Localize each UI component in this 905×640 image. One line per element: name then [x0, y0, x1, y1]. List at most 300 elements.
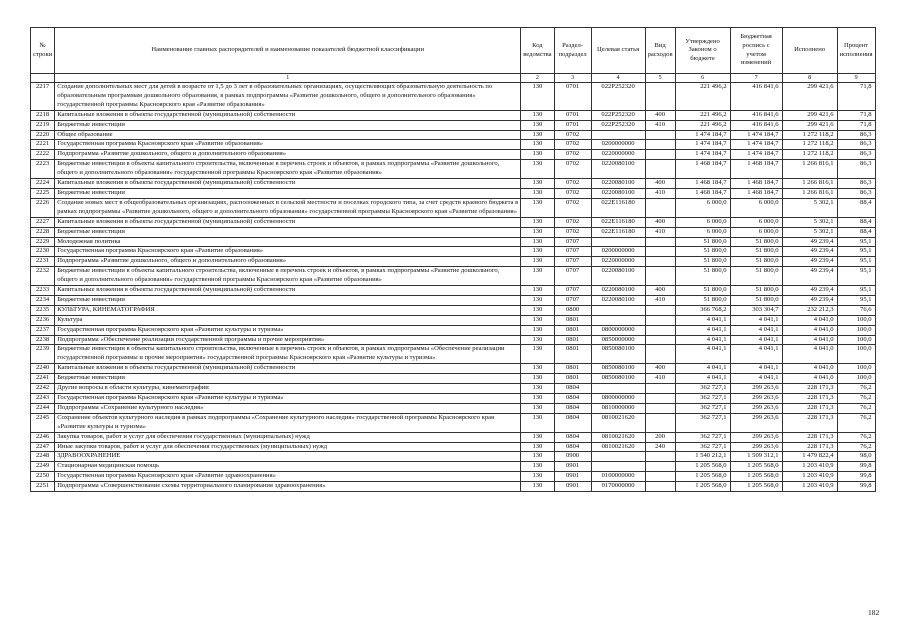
expense-type [645, 345, 675, 364]
table-row [31, 160, 876, 179]
row-number: 2218 [31, 110, 55, 120]
approved-amount: 1 468 184,7 [675, 160, 730, 179]
executed-amount: 4 041,0 [782, 325, 837, 335]
percent-executed: 98,0 [837, 452, 875, 462]
row-number: 2235 [31, 305, 55, 315]
target-article: 0220080100 [591, 295, 645, 305]
row-number: 2241 [31, 374, 55, 384]
section-code: 0804 [554, 413, 591, 432]
expense-type [645, 160, 675, 179]
section-code: 0804 [554, 403, 591, 413]
department-code: 130 [521, 295, 554, 305]
executed-amount: 299 421,6 [782, 83, 837, 111]
approved-amount: 1 468 184,7 [675, 188, 730, 198]
section-code: 0707 [554, 247, 591, 257]
budget-amount: 51 800,0 [730, 247, 782, 257]
row-name: Создание дополнительных мест для детей в возрасте от 1,5 до 3 лет в образовательных организациях, осуществляющих образовательную деятельность по образовательным программам дошкольного образования, в рамках подпрограммы «Развитие дошкольного, общего и дополнительного образования» государственной программы Красноярского края «Развитие образования» [55, 83, 521, 111]
table-body [31, 83, 876, 492]
header-budget-list: Бюджетная роспись с учетом изменений [730, 28, 782, 74]
budget-amount: 1 205 568,0 [730, 462, 782, 472]
row-name: Бюджетные инвестиции в объекты капитального строительства, включенные в перечень строек и объектов, в рамках подпрограммы «Обеспечение реализации государственной программы и прочие мероприятия» государственной программы Красноярского края «Развитие культуры и туризма» [55, 345, 521, 364]
page-number: 182 [868, 608, 880, 617]
executed-amount: 4 041,0 [782, 364, 837, 374]
percent-executed: 86,3 [837, 140, 875, 150]
executed-amount: 1 272 118,2 [782, 150, 837, 160]
executed-amount: 228 171,3 [782, 394, 837, 404]
row-number: 2247 [31, 442, 55, 452]
budget-amount: 4 041,1 [730, 315, 782, 325]
department-code: 130 [521, 305, 554, 315]
section-code: 0707 [554, 295, 591, 305]
target-article: 0220080100 [591, 179, 645, 189]
table-row [31, 130, 876, 140]
row-name: Другие вопросы в области культуры, кинематографии [55, 384, 521, 394]
header-target-article: Целевая статья [591, 28, 645, 74]
approved-amount: 4 041,1 [675, 325, 730, 335]
approved-amount: 366 768,2 [675, 305, 730, 315]
table-row [31, 462, 876, 472]
budget-amount: 51 800,0 [730, 286, 782, 296]
department-code: 130 [521, 335, 554, 345]
target-article: 022P252320 [591, 83, 645, 111]
executed-amount: 1 203 410,9 [782, 472, 837, 482]
header-name: Наименование главных распорядителей и наименование показателей бюджетной классификации [55, 28, 521, 74]
budget-amount: 1 205 568,0 [730, 482, 782, 492]
approved-amount: 51 800,0 [675, 295, 730, 305]
table-row [31, 374, 876, 384]
target-article: 0220000000 [591, 150, 645, 160]
budget-amount: 299 263,6 [730, 394, 782, 404]
expense-type: 400 [645, 364, 675, 374]
target-article: 0800000000 [591, 394, 645, 404]
row-number: 2250 [31, 472, 55, 482]
row-number: 2246 [31, 432, 55, 442]
expense-type [645, 83, 675, 111]
percent-executed: 100,0 [837, 364, 875, 374]
expense-type [645, 394, 675, 404]
executed-amount: 1 203 410,9 [782, 482, 837, 492]
row-name: Государственная программа Красноярского края «Развитие здравоохранения» [55, 472, 521, 482]
section-code: 0702 [554, 188, 591, 198]
expense-type [645, 305, 675, 315]
row-name: Культура [55, 315, 521, 325]
table-row [31, 217, 876, 227]
row-number: 2248 [31, 452, 55, 462]
expense-type: 400 [645, 110, 675, 120]
target-article: 0220000000 [591, 257, 645, 267]
executed-amount: 228 171,3 [782, 384, 837, 394]
department-code: 130 [521, 110, 554, 120]
target-article: 0810021620 [591, 413, 645, 432]
percent-executed: 95,1 [837, 247, 875, 257]
executed-amount: 1 272 118,2 [782, 140, 837, 150]
section-code: 0804 [554, 384, 591, 394]
header-section: Раздел-подраздел [554, 28, 591, 74]
column-number [31, 74, 55, 83]
executed-amount: 49 239,4 [782, 295, 837, 305]
expense-type [645, 335, 675, 345]
target-article [591, 305, 645, 315]
percent-executed: 86,3 [837, 130, 875, 140]
table-row [31, 227, 876, 237]
approved-amount: 4 041,1 [675, 374, 730, 384]
section-code: 0804 [554, 432, 591, 442]
approved-amount: 1 468 184,7 [675, 179, 730, 189]
row-name: Капитальные вложения в объекты государственной (муниципальной) собственности [55, 286, 521, 296]
expense-type [645, 325, 675, 335]
budget-amount: 51 800,0 [730, 257, 782, 267]
approved-amount: 1 205 568,0 [675, 472, 730, 482]
department-code: 130 [521, 472, 554, 482]
row-name: Бюджетные инвестиции в объекты капитального строительства, включенные в перечень строек и объектов, в рамках подпрограммы «Развитие дошкольного, общего и дополнительного образования» государственной программы Красноярского края «Развитие образования» [55, 160, 521, 179]
budget-amount: 51 800,0 [730, 237, 782, 247]
percent-executed: 100,0 [837, 335, 875, 345]
percent-executed: 76,2 [837, 413, 875, 432]
row-number: 2225 [31, 188, 55, 198]
target-article [591, 237, 645, 247]
department-code: 130 [521, 384, 554, 394]
percent-executed: 88,4 [837, 198, 875, 217]
percent-executed: 71,8 [837, 83, 875, 111]
column-number: 7 [730, 74, 782, 83]
row-name: Бюджетные инвестиции [55, 374, 521, 384]
header-department-code: Код ведомства [521, 28, 554, 74]
expense-type [645, 384, 675, 394]
target-article: 0220080100 [591, 160, 645, 179]
department-code: 130 [521, 452, 554, 462]
percent-executed: 99,8 [837, 462, 875, 472]
executed-amount: 299 421,6 [782, 120, 837, 130]
row-number: 2224 [31, 179, 55, 189]
row-number: 2230 [31, 247, 55, 257]
section-code: 0800 [554, 305, 591, 315]
expense-type: 240 [645, 442, 675, 452]
budget-amount: 6 000,0 [730, 217, 782, 227]
department-code: 130 [521, 325, 554, 335]
column-numbers-row [31, 74, 876, 83]
target-article: 0810021620 [591, 442, 645, 452]
budget-table-sheet [30, 27, 876, 492]
row-number: 2249 [31, 462, 55, 472]
approved-amount: 1 474 184,7 [675, 130, 730, 140]
row-number: 2242 [31, 384, 55, 394]
row-name: Сохранение объектов культурного наследия в рамках подпрограммы «Сохранение культурного наследия» государственной программы Красноярского края «Развитие культуры и туризма» [55, 413, 521, 432]
target-article: 0220080100 [591, 267, 645, 286]
column-number: 8 [782, 74, 837, 83]
row-number: 2245 [31, 413, 55, 432]
table-row [31, 83, 876, 111]
row-number: 2222 [31, 150, 55, 160]
percent-executed: 76,2 [837, 394, 875, 404]
row-name: Подпрограмма «Сохранение культурного наследия» [55, 403, 521, 413]
executed-amount: 49 239,4 [782, 286, 837, 296]
budget-amount: 1 205 568,0 [730, 472, 782, 482]
approved-amount: 51 800,0 [675, 267, 730, 286]
section-code: 0801 [554, 315, 591, 325]
row-name: Капитальные вложения в объекты государственной (муниципальной) собственности [55, 364, 521, 374]
section-code: 0701 [554, 120, 591, 130]
row-number: 2223 [31, 160, 55, 179]
approved-amount: 221 496,2 [675, 120, 730, 130]
department-code: 130 [521, 247, 554, 257]
approved-amount: 6 000,0 [675, 217, 730, 227]
target-article: 0200000000 [591, 247, 645, 257]
percent-executed: 86,3 [837, 179, 875, 189]
table-row [31, 472, 876, 482]
row-name: Подпрограмма «Развитие дошкольного, общего и дополнительного образования» [55, 150, 521, 160]
budget-table [30, 27, 876, 492]
row-name: Капитальные вложения в объекты государственной (муниципальной) собственности [55, 179, 521, 189]
row-name: Бюджетные инвестиции [55, 227, 521, 237]
budget-amount: 416 841,6 [730, 110, 782, 120]
table-row [31, 384, 876, 394]
executed-amount: 4 041,0 [782, 374, 837, 384]
expense-type: 410 [645, 227, 675, 237]
expense-type: 400 [645, 217, 675, 227]
section-code: 0702 [554, 140, 591, 150]
row-name: Бюджетные инвестиции [55, 188, 521, 198]
percent-executed: 100,0 [837, 374, 875, 384]
row-name: Государственная программа Красноярского края «Развитие образования» [55, 140, 521, 150]
percent-executed: 76,6 [837, 305, 875, 315]
executed-amount: 49 239,4 [782, 247, 837, 257]
table-row [31, 482, 876, 492]
expense-type [645, 472, 675, 482]
budget-amount: 299 263,6 [730, 413, 782, 432]
percent-executed: 76,2 [837, 384, 875, 394]
percent-executed: 88,4 [837, 217, 875, 227]
department-code: 130 [521, 345, 554, 364]
executed-amount: 1 266 816,1 [782, 188, 837, 198]
approved-amount: 362 727,1 [675, 394, 730, 404]
row-name: Государственная программа Красноярского края «Развитие культуры и туризма» [55, 394, 521, 404]
table-row [31, 140, 876, 150]
expense-type: 410 [645, 374, 675, 384]
header-expense-type: Вид расходов [645, 28, 675, 74]
percent-executed: 99,8 [837, 472, 875, 482]
expense-type [645, 403, 675, 413]
section-code: 0707 [554, 286, 591, 296]
budget-amount: 299 263,6 [730, 384, 782, 394]
row-number: 2233 [31, 286, 55, 296]
section-code: 0901 [554, 482, 591, 492]
section-code: 0707 [554, 237, 591, 247]
percent-executed: 71,8 [837, 120, 875, 130]
section-code: 0901 [554, 462, 591, 472]
section-code: 0702 [554, 150, 591, 160]
row-name: Подпрограмма «Развитие дошкольного, общего и дополнительного образования» [55, 257, 521, 267]
expense-type [645, 130, 675, 140]
target-article [591, 130, 645, 140]
approved-amount: 362 727,1 [675, 403, 730, 413]
section-code: 0707 [554, 267, 591, 286]
department-code: 130 [521, 217, 554, 227]
budget-amount: 1 468 184,7 [730, 188, 782, 198]
row-number: 2236 [31, 315, 55, 325]
row-name: Иные закупки товаров, работ и услуг для обеспечения государственных (муниципальных) нужд [55, 442, 521, 452]
row-number: 2237 [31, 325, 55, 335]
percent-executed: 100,0 [837, 345, 875, 364]
expense-type [645, 267, 675, 286]
row-name: Подпрограмма «Совершенствование схемы территориального планирования здравоохранения» [55, 482, 521, 492]
expense-type [645, 462, 675, 472]
row-number: 2243 [31, 394, 55, 404]
row-number: 2232 [31, 267, 55, 286]
section-code: 0801 [554, 335, 591, 345]
table-row [31, 364, 876, 374]
row-name: КУЛЬТУРА, КИНЕМАТОГРАФИЯ [55, 305, 521, 315]
department-code: 130 [521, 286, 554, 296]
row-number: 2227 [31, 217, 55, 227]
department-code: 130 [521, 188, 554, 198]
expense-type [645, 198, 675, 217]
table-row [31, 432, 876, 442]
budget-amount: 4 041,1 [730, 325, 782, 335]
section-code: 0707 [554, 257, 591, 267]
percent-executed: 86,3 [837, 160, 875, 179]
budget-amount: 6 000,0 [730, 198, 782, 217]
table-row [31, 295, 876, 305]
row-name: Бюджетные инвестиции [55, 120, 521, 130]
department-code: 130 [521, 198, 554, 217]
approved-amount: 6 000,0 [675, 198, 730, 217]
target-article: 022E116180 [591, 217, 645, 227]
expense-type: 410 [645, 120, 675, 130]
department-code: 130 [521, 83, 554, 111]
department-code: 130 [521, 403, 554, 413]
section-code: 0801 [554, 374, 591, 384]
department-code: 130 [521, 179, 554, 189]
target-article: 0800000000 [591, 325, 645, 335]
target-article: 0850080100 [591, 345, 645, 364]
department-code: 130 [521, 140, 554, 150]
expense-type [645, 482, 675, 492]
department-code: 130 [521, 237, 554, 247]
table-row [31, 325, 876, 335]
target-article: 0810000000 [591, 403, 645, 413]
table-row [31, 452, 876, 462]
section-code: 0702 [554, 198, 591, 217]
row-number: 2219 [31, 120, 55, 130]
department-code: 130 [521, 257, 554, 267]
target-article: 0810021620 [591, 432, 645, 442]
department-code: 130 [521, 442, 554, 452]
table-row [31, 198, 876, 217]
target-article [591, 452, 645, 462]
executed-amount: 1 266 816,1 [782, 179, 837, 189]
department-code: 130 [521, 150, 554, 160]
department-code: 130 [521, 120, 554, 130]
table-row [31, 150, 876, 160]
row-name: Бюджетные инвестиции в объекты капитального строительства, включенные в перечень строек и объектов, в рамках подпрограммы «Развитие дошкольного, общего и дополнительного образования» государственной программы Красноярского края «Развитие образования» [55, 267, 521, 286]
department-code: 130 [521, 413, 554, 432]
budget-amount: 4 041,1 [730, 335, 782, 345]
target-article: 022E116180 [591, 198, 645, 217]
expense-type [645, 452, 675, 462]
table-row [31, 394, 876, 404]
budget-amount: 4 041,1 [730, 364, 782, 374]
department-code: 130 [521, 364, 554, 374]
approved-amount: 362 727,1 [675, 432, 730, 442]
row-name: Молодежная политика [55, 237, 521, 247]
approved-amount: 1 205 568,0 [675, 462, 730, 472]
executed-amount: 228 171,3 [782, 432, 837, 442]
section-code: 0702 [554, 160, 591, 179]
expense-type [645, 237, 675, 247]
header-row-number: № строки [31, 28, 55, 74]
row-number: 2238 [31, 335, 55, 345]
table-row [31, 120, 876, 130]
approved-amount: 4 041,1 [675, 364, 730, 374]
column-number: 3 [554, 74, 591, 83]
budget-amount: 416 841,6 [730, 120, 782, 130]
percent-executed: 86,3 [837, 188, 875, 198]
expense-type: 410 [645, 295, 675, 305]
target-article: 022P252320 [591, 120, 645, 130]
column-number: 4 [591, 74, 645, 83]
target-article: 0220080100 [591, 188, 645, 198]
row-number: 2217 [31, 83, 55, 111]
column-number: 5 [645, 74, 675, 83]
percent-executed: 100,0 [837, 325, 875, 335]
percent-executed: 86,3 [837, 150, 875, 160]
row-number: 2228 [31, 227, 55, 237]
executed-amount: 4 041,0 [782, 335, 837, 345]
executed-amount: 1 266 816,1 [782, 160, 837, 179]
section-code: 0701 [554, 83, 591, 111]
department-code: 130 [521, 432, 554, 442]
header-row [31, 28, 876, 74]
row-name: Закупка товаров, работ и услуг для обеспечения государственных (муниципальных) нужд [55, 432, 521, 442]
expense-type [645, 150, 675, 160]
budget-amount: 6 000,0 [730, 227, 782, 237]
row-name: Создание новых мест в общеобразовательных организациях, расположенных в сельской местности и поселках городского типа, за счет средств краевого бюджета в рамках подпрограммы «Развитие дошкольного, общего и дополнительного образования» государственной программы Красноярского края «Развитие образования» [55, 198, 521, 217]
percent-executed: 95,1 [837, 267, 875, 286]
target-article [591, 315, 645, 325]
approved-amount: 362 727,1 [675, 442, 730, 452]
budget-amount: 299 263,6 [730, 432, 782, 442]
table-row [31, 247, 876, 257]
section-code: 0900 [554, 452, 591, 462]
section-code: 0702 [554, 217, 591, 227]
table-row [31, 315, 876, 325]
budget-amount: 1 474 184,7 [730, 140, 782, 150]
table-row [31, 345, 876, 364]
budget-amount: 1 474 184,7 [730, 150, 782, 160]
budget-amount: 299 263,6 [730, 403, 782, 413]
department-code: 130 [521, 374, 554, 384]
section-code: 0804 [554, 394, 591, 404]
expense-type: 400 [645, 179, 675, 189]
budget-amount: 51 800,0 [730, 295, 782, 305]
expense-type [645, 413, 675, 432]
target-article: 0850000000 [591, 335, 645, 345]
executed-amount: 232 212,3 [782, 305, 837, 315]
executed-amount: 5 302,1 [782, 198, 837, 217]
column-number: 9 [837, 74, 875, 83]
table-row [31, 110, 876, 120]
section-code: 0702 [554, 227, 591, 237]
executed-amount: 49 239,4 [782, 257, 837, 267]
table-row [31, 179, 876, 189]
target-article [591, 462, 645, 472]
row-name: Стационарная медицинская помощь [55, 462, 521, 472]
table-row [31, 286, 876, 296]
row-name: Государственная программа Красноярского края «Развитие культуры и туризма» [55, 325, 521, 335]
executed-amount: 49 239,4 [782, 267, 837, 286]
percent-executed: 95,1 [837, 257, 875, 267]
department-code: 130 [521, 462, 554, 472]
